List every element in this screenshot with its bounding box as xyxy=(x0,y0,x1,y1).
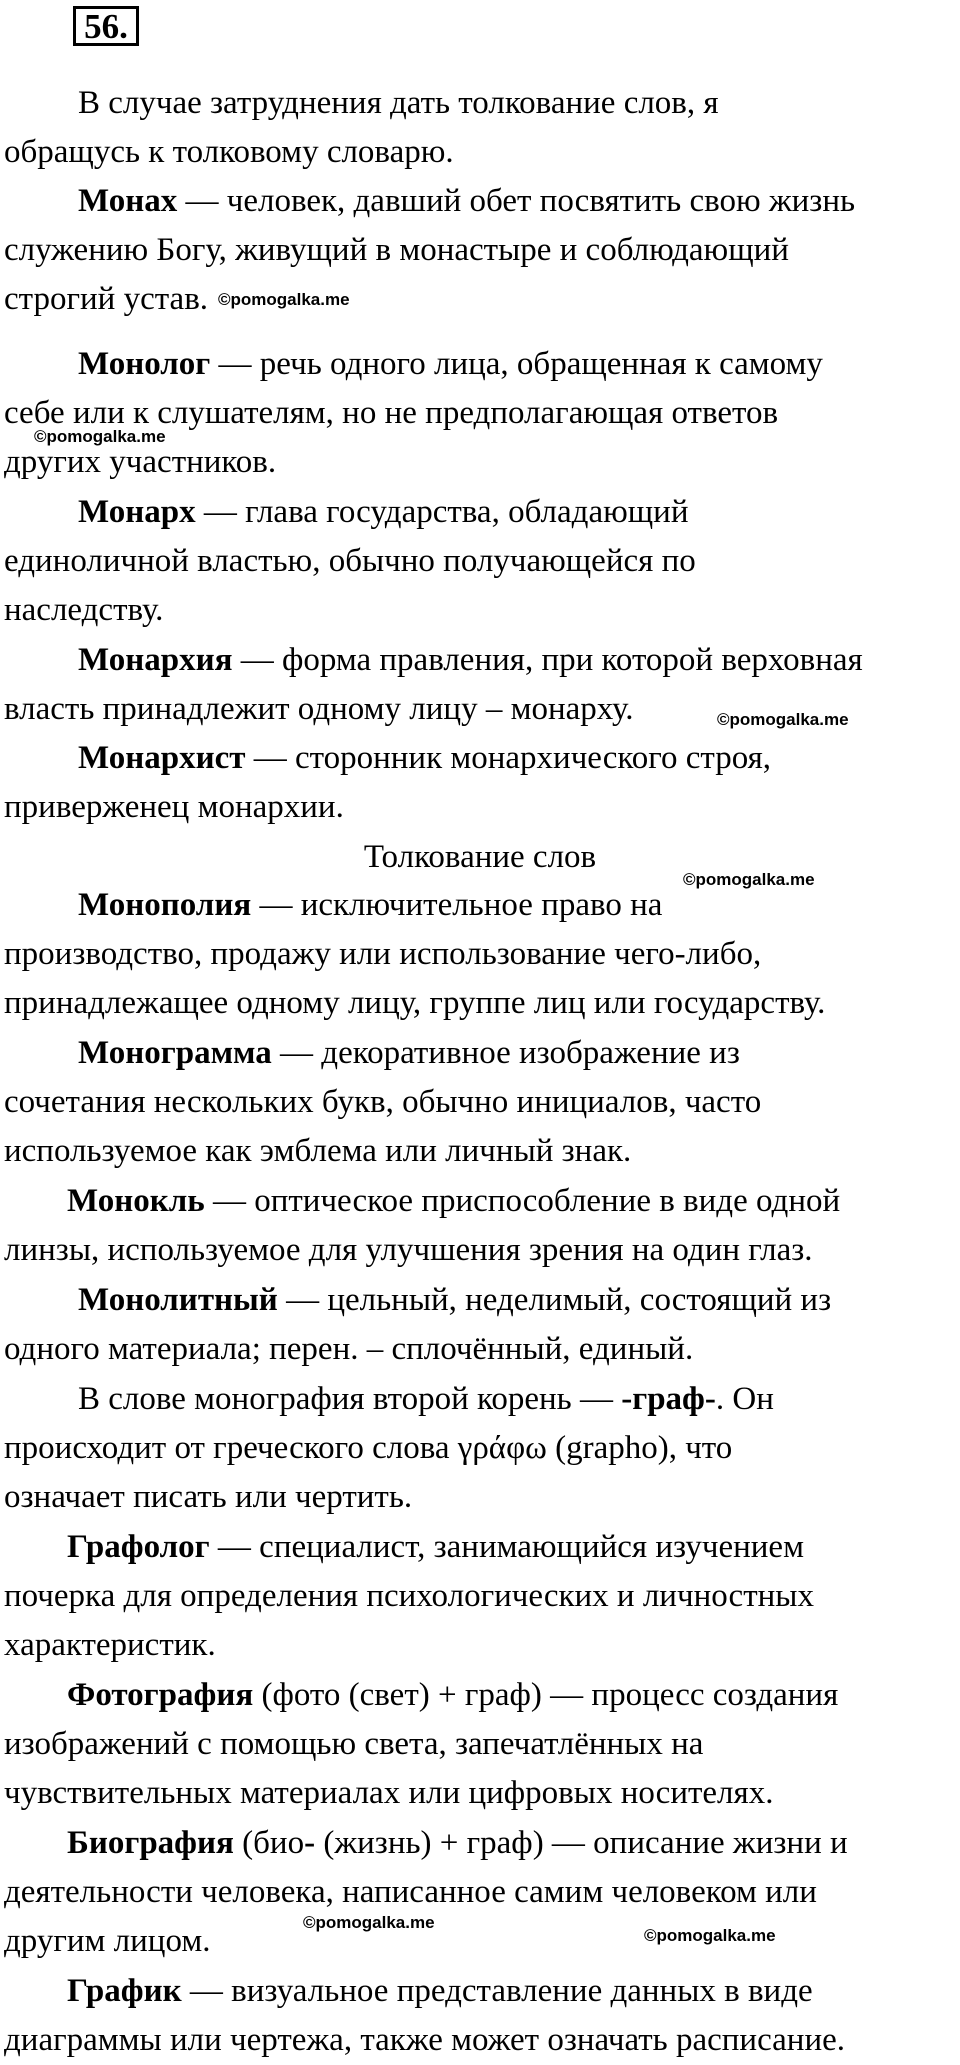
entry-monarhist-line-2: приверженец монархии. xyxy=(4,789,344,825)
entry-monopoliya-line-2: производство, продажу или использование чего-либо, xyxy=(4,936,762,972)
entry-monarh-line-1: Монарх — глава государства, обладающий xyxy=(78,494,689,530)
entry-monopoliya-line-1: Монополия — исключительное право на xyxy=(78,887,663,923)
watermark: ©pomogalka.me xyxy=(303,1913,435,1932)
term-monarhist: Монархист xyxy=(78,740,246,776)
entry-monopoliya-line-3: принадлежащее одному лицу, группе лиц или государству. xyxy=(4,985,826,1021)
entry-monokl-line-1: Монокль — оптическое приспособление в виде одной xyxy=(67,1183,841,1219)
watermark: ©pomogalka.me xyxy=(717,710,849,729)
root-graf: -граф- xyxy=(621,1381,716,1417)
entry-monogramma-line-2: сочетания нескольких букв, обычно инициалов, часто xyxy=(4,1084,762,1120)
entry-biografiya-line-1: Биография (био- (жизнь) + граф) — описание жизни и xyxy=(67,1825,848,1861)
term-monopoliya: Монополия xyxy=(78,887,252,923)
entry-monolitnyy-line-1: Монолитный — цельный, неделимый, состоящий из xyxy=(78,1282,832,1318)
term-grafolog: Графолог xyxy=(67,1529,210,1565)
term-monogramma: Монограмма xyxy=(78,1035,272,1071)
task-number-box: 56. xyxy=(73,6,139,46)
entry-grafolog-line-1: Графолог — специалист, занимающийся изучением xyxy=(67,1529,804,1565)
entry-grafolog-line-3: характеристик. xyxy=(4,1627,216,1663)
entry-monarh-line-3: наследству. xyxy=(4,592,164,628)
root-note-line-1: В слове монография второй корень — -граф-. Он xyxy=(78,1381,774,1417)
entry-monolog-line-3: других участников. xyxy=(4,444,277,480)
entry-fotografiya-line-3: чувствительных материалах или цифровых носителях. xyxy=(4,1775,774,1811)
watermark: ©pomogalka.me xyxy=(644,1926,776,1945)
entry-monokl-line-2: линзы, используемое для улучшения зрения на один глаз. xyxy=(4,1232,813,1268)
term-monarh: Монарх xyxy=(78,494,196,530)
root-note-line-3: означает писать или чертить. xyxy=(4,1479,413,1515)
term-monah: Монах xyxy=(78,183,178,219)
intro-line-1: В случае затруднения дать толкование слов, я xyxy=(78,85,719,121)
entry-monarh-line-2: единоличной властью, обычно получающейся по xyxy=(4,543,696,579)
entry-fotografiya-line-1: Фотография (фото (свет) + граф) — процесс создания xyxy=(67,1677,839,1713)
term-biografiya: Биография xyxy=(67,1825,234,1861)
term-fotografiya: Фотография xyxy=(67,1677,254,1713)
entry-monah-line-2: служению Богу, живущий в монастыре и соблюдающий xyxy=(4,232,789,268)
intro-line-2: обращусь к толковому словарю. xyxy=(4,134,454,170)
term-grafik: График xyxy=(67,1973,182,2009)
entry-monogramma-line-3: используемое как эмблема или личный знак. xyxy=(4,1133,632,1169)
entry-monah-line-1: Монах — человек, давший обет посвятить свою жизнь xyxy=(78,183,856,219)
entry-monarhist-line-1: Монархист — сторонник монархического строя, xyxy=(78,740,772,776)
entry-grafolog-line-2: почерка для определения психологических и личностных xyxy=(4,1578,814,1614)
term-monolog: Монолог xyxy=(78,346,211,382)
entry-monah-line-3: строгий устав. xyxy=(4,281,209,317)
entry-monogramma-line-1: Монограмма — декоративное изображение из xyxy=(78,1035,740,1071)
entry-grafik-line-2: диаграммы или чертежа, также может означать расписание. xyxy=(4,2022,846,2058)
section-heading: Толкование слов xyxy=(363,839,597,875)
entry-monolog-line-2: себе или к слушателям, но не предполагающая ответов xyxy=(4,395,779,431)
entry-monarhiya-line-1: Монархия — форма правления, при которой верховная xyxy=(78,642,863,678)
entry-biografiya-line-3: другим лицом. xyxy=(4,1923,211,1959)
entry-monolog-line-1: Монолог — речь одного лица, обращенная к самому xyxy=(78,346,823,382)
watermark: ©pomogalka.me xyxy=(683,870,815,889)
term-monolitnyy: Монолитный xyxy=(78,1282,278,1318)
watermark: ©pomogalka.me xyxy=(218,290,350,309)
entry-monarhiya-line-2: власть принадлежит одному лицу – монарху. xyxy=(4,691,634,727)
entry-grafik-line-1: График — визуальное представление данных в виде xyxy=(67,1973,813,2009)
entry-monolitnyy-line-2: одного материала; перен. – сплочённый, единый. xyxy=(4,1331,694,1367)
entry-fotografiya-line-2: изображений с помощью света, запечатлённых на xyxy=(4,1726,704,1762)
entry-biografiya-line-2: деятельности человека, написанное самим человеком или xyxy=(4,1874,817,1910)
term-monarhiya: Монархия xyxy=(78,642,233,678)
root-note-line-2: происходит от греческого слова γράφω (grapho), что xyxy=(4,1430,733,1466)
watermark: ©pomogalka.me xyxy=(34,427,166,446)
term-monokl: Монокль xyxy=(67,1183,205,1219)
